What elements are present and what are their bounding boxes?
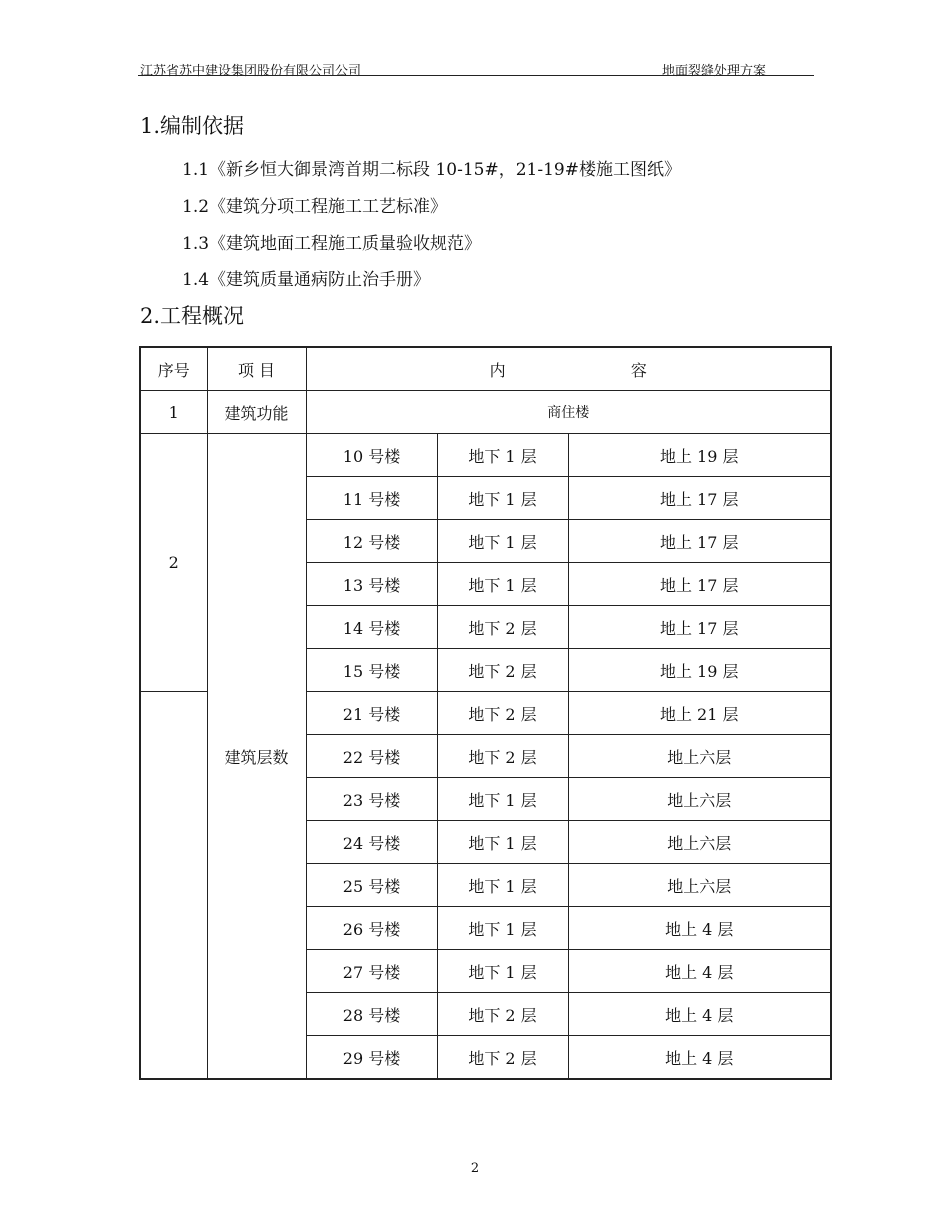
building-cell: 29 号楼 (306, 1036, 437, 1080)
reference-item: 1.3《建筑地面工程施工质量验收规范》 (182, 234, 482, 254)
section-basis-heading: 1.编制依据 (140, 114, 245, 138)
above-ground-cell: 地上 19 层 (568, 649, 831, 692)
basement-cell: 地下 2 层 (437, 692, 568, 735)
header-doc-title: 地面裂缝处理方案 (662, 64, 767, 79)
row1-item: 建筑功能 (207, 391, 306, 434)
group2b-seq-empty (140, 692, 207, 1080)
building-cell: 14 号楼 (306, 606, 437, 649)
header-rule (138, 75, 814, 76)
above-ground-cell: 地上 17 层 (568, 477, 831, 520)
building-cell: 15 号楼 (306, 649, 437, 692)
building-cell: 28 号楼 (306, 993, 437, 1036)
basement-cell: 地下 2 层 (437, 993, 568, 1036)
group2-seq: 2 (140, 434, 207, 692)
section-overview-heading: 2.工程概况 (140, 304, 245, 328)
above-ground-cell: 地上 21 层 (568, 692, 831, 735)
basement-cell: 地下 1 层 (437, 950, 568, 993)
basement-cell: 地下 2 层 (437, 649, 568, 692)
above-ground-cell: 地上 19 层 (568, 434, 831, 477)
basement-cell: 地下 2 层 (437, 1036, 568, 1080)
above-ground-cell: 地上 17 层 (568, 520, 831, 563)
building-cell: 12 号楼 (306, 520, 437, 563)
building-cell: 10 号楼 (306, 434, 437, 477)
basement-cell: 地下 1 层 (437, 520, 568, 563)
building-cell: 11 号楼 (306, 477, 437, 520)
above-ground-cell: 地上 4 层 (568, 907, 831, 950)
above-ground-cell: 地上六层 (568, 821, 831, 864)
header-company: 江苏省苏中建设集团股份有限公司公司 (140, 64, 362, 79)
building-cell: 13 号楼 (306, 563, 437, 606)
building-cell: 25 号楼 (306, 864, 437, 907)
reference-item: 1.1《新乡恒大御景湾首期二标段 10-15#，21-19#楼施工图纸》 (182, 160, 681, 180)
above-ground-cell: 地上 4 层 (568, 993, 831, 1036)
building-cell: 23 号楼 (306, 778, 437, 821)
above-ground-cell: 地上六层 (568, 778, 831, 821)
basement-cell: 地下 1 层 (437, 434, 568, 477)
above-ground-cell: 地上 4 层 (568, 1036, 831, 1080)
basement-cell: 地下 1 层 (437, 907, 568, 950)
header-item: 项 目 (207, 347, 306, 391)
above-ground-cell: 地上 17 层 (568, 563, 831, 606)
above-ground-cell: 地上 17 层 (568, 606, 831, 649)
building-cell: 26 号楼 (306, 907, 437, 950)
reference-item: 1.2《建筑分项工程施工工艺标准》 (182, 197, 448, 217)
group2-item: 建筑层数 (207, 434, 306, 1080)
header-content (306, 347, 831, 391)
basement-cell: 地下 1 层 (437, 563, 568, 606)
basement-cell: 地下 1 层 (437, 778, 568, 821)
building-cell: 22 号楼 (306, 735, 437, 778)
reference-item: 1.4《建筑质量通病防止治手册》 (182, 270, 431, 290)
above-ground-cell: 地上 4 层 (568, 950, 831, 993)
row1-content: 商住楼 (306, 391, 831, 434)
building-cell: 24 号楼 (306, 821, 437, 864)
building-cell: 27 号楼 (306, 950, 437, 993)
basement-cell: 地下 1 层 (437, 864, 568, 907)
basement-cell: 地下 1 层 (437, 821, 568, 864)
table-header-row (140, 347, 831, 391)
basement-cell: 地下 2 层 (437, 606, 568, 649)
basement-cell: 地下 1 层 (437, 477, 568, 520)
table-row (140, 434, 831, 477)
table-row (140, 391, 831, 434)
above-ground-cell: 地上六层 (568, 864, 831, 907)
building-cell: 21 号楼 (306, 692, 437, 735)
header-content-a: 内 (489, 360, 506, 380)
above-ground-cell: 地上六层 (568, 735, 831, 778)
overview-table (139, 346, 832, 1080)
page-number: 2 (470, 1161, 480, 1176)
header-seq: 序号 (140, 347, 207, 391)
header-content-b: 容 (630, 360, 647, 380)
row1-seq: 1 (140, 391, 207, 434)
basement-cell: 地下 2 层 (437, 735, 568, 778)
